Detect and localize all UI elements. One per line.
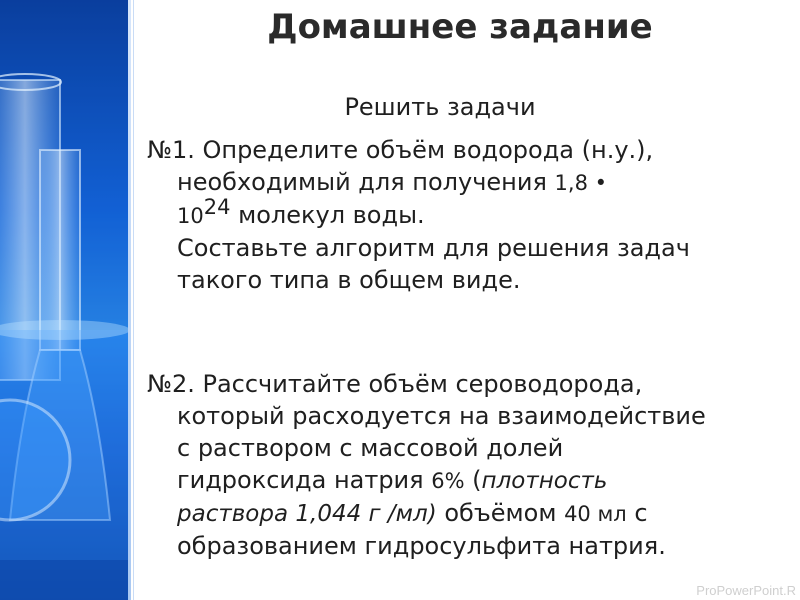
decorative-glassware-image — [0, 0, 128, 600]
task-2-line-4 — [147, 464, 787, 497]
task-2-line-6: образованием гидросульфита натрия. — [177, 532, 666, 560]
task-1-line-2-text: необходимый для получения — [177, 168, 555, 196]
task-2-density-value: раствора 1,044 г /мл) — [177, 501, 437, 527]
task-2-line-5 — [147, 497, 787, 530]
vertical-divider-thin — [133, 0, 134, 600]
task-2-density-label: плотность — [481, 468, 608, 494]
task-2-volume-text: объёмом — [436, 499, 565, 527]
task-2-line-1: №2. Рассчитайте объём сероводорода, — [147, 370, 643, 398]
task-1-exponent: 24 — [203, 195, 231, 219]
task-2-volume-value: 40 мл — [564, 502, 627, 526]
task-2-line-5-end: с — [626, 499, 648, 527]
task-2-line-3: с раствором с массовой долей — [177, 434, 564, 462]
vertical-divider — [128, 0, 131, 600]
slide-title: Домашнее задание — [267, 7, 653, 47]
task-2-line-4-text: гидроксида натрия — [177, 466, 432, 494]
task-1-line-3-text: молекул воды. — [230, 201, 425, 229]
task-1-line-3 — [147, 195, 787, 232]
task-1-line-1: №1. Определите объём водорода (н.у.), — [147, 136, 654, 164]
task-2-paren: ( — [464, 466, 482, 494]
task-1-power-base: 10 — [177, 204, 204, 228]
task-2 — [147, 368, 787, 562]
task-2-percentage: 6% — [431, 469, 465, 493]
task-2-line-2: который расходуется на взаимодействие — [177, 402, 706, 430]
slide-subtitle: Решить задачи — [344, 93, 536, 121]
task-1-line-2 — [147, 166, 787, 199]
watermark: ProPowerPoint.R — [696, 583, 796, 598]
task-1 — [147, 134, 787, 296]
task-1-line-4: Составьте алгоритм для решения задач — [177, 234, 690, 262]
task-1-line-5: такого типа в общем виде. — [177, 266, 521, 294]
task-1-quantity: 1,8 • — [554, 171, 607, 195]
